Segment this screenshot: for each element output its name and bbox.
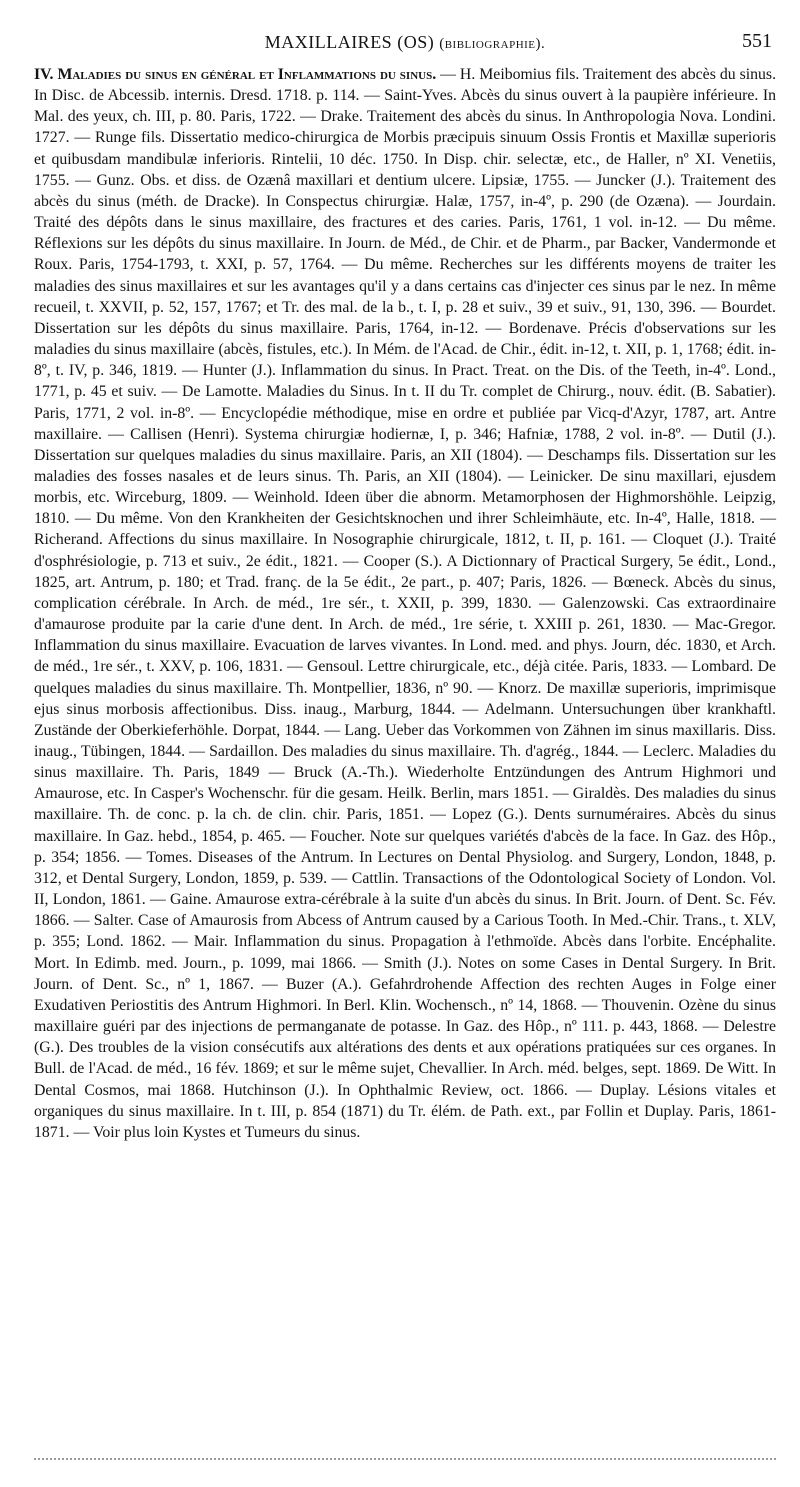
page-number: 551	[742, 30, 772, 52]
page	[34, 30, 776, 1460]
running-title	[34, 32, 776, 53]
running-title-subtitle: (bibliographie).	[439, 36, 546, 52]
bibliography-section	[34, 64, 776, 1143]
section-number: IV.	[34, 66, 54, 83]
section-heading: Maladies du sinus en général et Inflammations du sinus.	[57, 66, 437, 83]
running-head	[34, 30, 776, 58]
running-title-main: MAXILLAIRES (OS)	[264, 32, 435, 52]
section-text: — H. Meibomius fils. Traitement des abcès du sinus. In Disc. de Abcessib. internis. Dresd. 1718. p. 114. — Saint-Yves. Abcès du sinus ouvert à la paupière inférieure. In Mal. des yeux, ch. III, p. 80. Paris, 1722. — Drake. Traitement des abcès du sinus. In Anthropologia Nova. Londini. 1727. — Runge fils. Dissertatio medico-chirurgica de Morbis præcipuis sinuum Ossis Frontis et Maxillæ superioris et quibusdam mandibulæ inferioris. Rintelii, 10 déc. 1750. In Disp. chir. selectæ, etc., de Haller, nº XI. Venetiis, 1755. — Gunz. Obs. et diss. de Ozænâ maxillari et dentium ulcere. Lipsiæ, 1755. — Juncker (J.). Traitement des abcès du sinus (méth. de Dracke). In Conspectus chirurgiæ. Halæ, 1757, in-4º, p. 290 (de Ozæna). — Jourdain. Traité des dépôts dans le sinus maxillaire, des fractures et des caries. Paris, 1761, 1 vol. in-12. — Du même. Réflexions sur les dépôts du sinus maxillaire. In Journ. de Méd., de Chir. et de Pharm., par Backer, Vandermonde et Roux. Paris, 1754-1793, t. XXI, p. 57, 1764. — Du même. Recherches sur les différents moyens de traiter les maladies des sinus maxillaires et sur les avantages qu'il y a dans certains cas d'injecter ces sinus par le nez. In même recueil, t. XXVII, p. 52, 157, 1767; et Tr. des mal. de la b., t. I, p. 28 et suiv., 39 et suiv., 91, 130, 396. — Bourdet. Dissertation sur les dépôts du sinus maxillaire. Paris, 1764, in-12. — Bordenave. Précis d'observations sur les maladies du sinus maxillaire (abcès, fistules, etc.). In Mém. de l'Acad. de Chir., édit. in-12, t. XII, p. 1, 1768; édit. in-8º, t. IV, p. 346, 1819. — Hunter (J.). Inflammation du sinus. In Pract. Treat. on the Dis. of the Teeth, in-4º. Lond., 1771, p. 45 et suiv. — De Lamotte. Maladies du Sinus. In t. II du Tr. complet de Chirurg., nouv. édit. (B. Sabatier). Paris, 1771, 2 vol. in-8º. — Encyclopédie méthodique, mise en ordre et publiée par Vicq-d'Azyr, 1787, art. Antre maxillaire. — Callisen (Henri). Systema chirurgiæ hodiernæ, I, p. 346; Hafniæ, 1788, 2 vol. in-8º. — Dutil (J.). Dissertation sur quelques maladies du sinus maxillaire. Paris, an XII (1804). — Deschamps fils. Dissertation sur les maladies des fosses nasales et de leurs sinus. Th. Paris, an XII (1804). — Leinicker. De sinu maxillari, ejusdem morbis, etc. Wirceburg, 1809. — Weinhold. Ideen über die abnorm. Metamorphosen der Highmorshöhle. Leipzig, 1810. — Du même. Von den Krankheiten der Gesichtsknochen und ihrer Schleimhäute, etc. In-4º, Halle, 1818. — Richerand. Affections du sinus maxillaire. In Nosographie chirurgicale, 1812, t. II, p. 161. — Cloquet (J.). Traité d'osphrésiologie, p. 713 et suiv., 2e édit., 1821. — Cooper (S.). A Dictionnary of Practical Surgery, 5e édit., Lond., 1825, art. Antrum, p. 180; et Trad. franç. de la 5e édit., 2e part., p. 407; Paris, 1826. — Bœneck. Abcès du sinus, complication cérébrale. In Arch. de méd., 1re sér., t. XXII, p. 399, 1830. — Galenzowski. Cas extraordinaire d'amaurose produite par la carie d'une dent. In Arch. de méd., 1re série, t. XXIII p. 261, 1830. — Mac-Gregor. Inflammation du sinus maxillaire. Evacuation de larves vivantes. In Lond. med. and phys. Journ, déc. 1830, et Arch. de méd., 1re sér., t. XXV, p. 106, 1831. — Gensoul. Lettre chirurgicale, etc., déjà citée. Paris, 1833. — Lombard. De quelques maladies du sinus maxillaire. Th. Montpellier, 1836, nº 90. — Knorz. De maxillæ superioris, imprimisque ejus sinus morbosis affectionibus. Diss. inaug., Marburg, 1844. — Adelmann. Untersuchungen über krankhaftl. Zustände der Oberkieferhöhle. Dorpat, 1844. — Lang. Ueber das Vorkommen von Zähnen im sinus maxillaris. Diss. inaug., Tübingen, 1844. — Sardaillon. Des maladies du sinus maxillaire. Th. d'agrég., 1844. — Leclerc. Maladies du sinus maxillaire. Th. Paris, 1849 — Bruck (A.-Th.). Wiederholte Entzündungen des Antrum Highmori und Amaurose, etc. In Casper's Wochenschr. für die gesam. Heilk. Berlin, mars 1851. — Giraldès. Des maladies du sinus maxillaire. Th. de conc. p. la ch. de clin. chir. Paris, 1851. — Lopez (G.). Dents surnuméraires. Abcès du sinus maxillaire. In Gaz. hebd., 1854, p. 465. — Foucher. Note sur quelques variétés d'abcès de la face. In Gaz. des Hôp., p. 354; 1856. — Tomes. Diseases of the Antrum. In Lectures on Dental Physiolog. and Surgery, London, 1848, p. 312, et Dental Surgery, London, 1859, p. 539. — Cattlin. Transactions of the Odontological Society of London. Vol. II, London, 1861. — Gaine. Amaurose extra-cérébrale à la suite d'un abcès du sinus. In Brit. Journ. of Dent. Sc. Fév. 1866. — Salter. Case of Amaurosis from Abcess of Antrum caused by a Carious Tooth. In Med.-Chir. Trans., t. XLV, p. 355; Lond. 1862. — Mair. Inflammation du sinus. Propagation à l'ethmoïde. Abcès dans l'orbite. Encéphalite. Mort. In Edimb. med. Journ., p. 1099, mai 1866. — Smith (J.). Notes on some Cases in Dental Surgery. In Brit. Journ. of Dent. Sc., nº 1, 1867. — Buzer (A.). Gefahrdrohende Affection des rechten Auges in Folge einer Exudativen Periostitis des Antrum Highmori. In Berl. Klin. Wochensch., nº 14, 1868. — Thouvenin. Ozène du sinus maxillaire guéri par des injections de permanganate de potasse. In Gaz. des Hôp., nº 111. p. 443, 1868. — Delestre (G.). Des troubles de la vision consécutifs aux altérations des dents et aux opérations pratiquées sur ces organes. In Bull. de l'Acad. de méd., 16 fév. 1869; et sur le même sujet, Chevallier. In Arch. méd. belges, sept. 1869. De Witt. In Dental Cosmos, mai 1868. Hutchinson (J.). In Ophthalmic Review, oct. 1866. — Duplay. Lésions vitales et organiques du sinus maxillaire. In t. III, p. 854 (1871) du Tr. élém. de Path. ext., par Follin et Duplay. Paris, 1861-1871. — Voir plus loin Kystes et Tumeurs du sinus.	[34, 66, 777, 1141]
footer-dotted-rule	[34, 1458, 776, 1460]
